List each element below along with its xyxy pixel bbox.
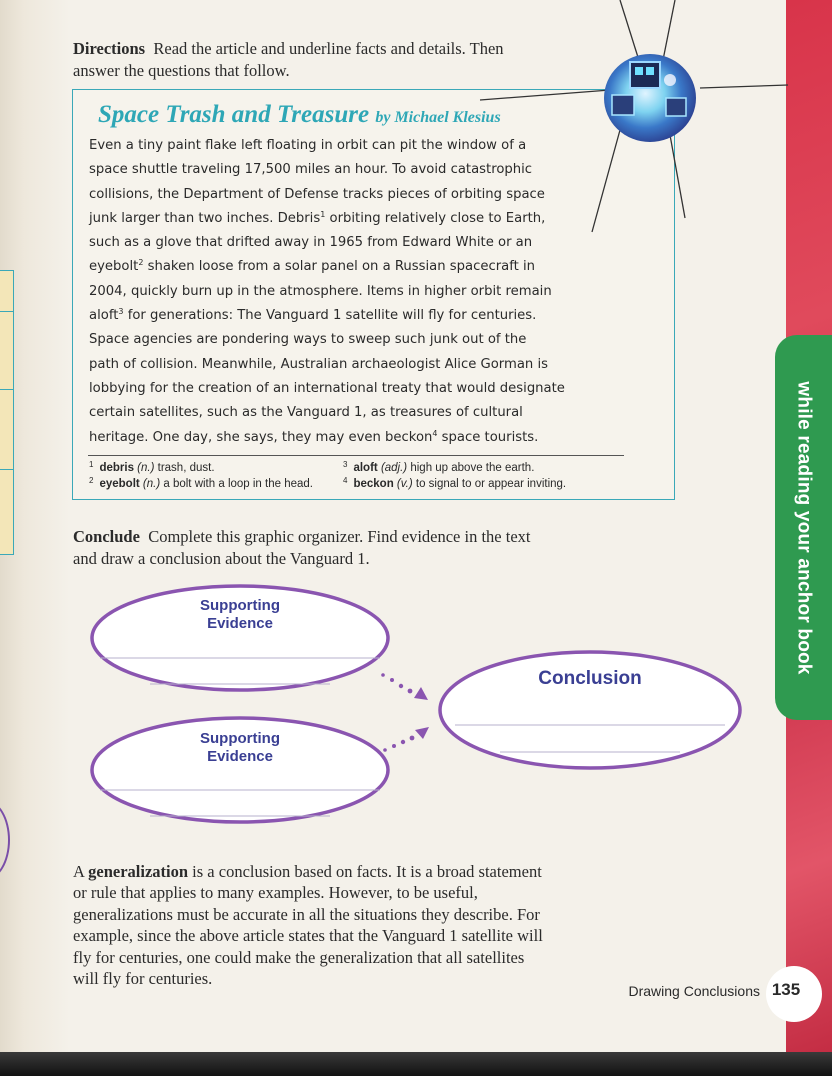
conclusion-title: Conclusion bbox=[538, 668, 642, 689]
article-line: 2004, quickly burn up in the atmosphere. Items in higher orbit remain bbox=[89, 283, 552, 299]
generalization-text: or rule that applies to many examples. However, to be useful, bbox=[73, 883, 478, 903]
footnote-ref-4: 4 bbox=[432, 428, 438, 438]
satellite-antenna bbox=[480, 90, 610, 100]
article-title-text: Space Trash and Treasure bbox=[98, 101, 370, 128]
satellite-panel bbox=[612, 95, 634, 115]
footnote-ref-3: 3 bbox=[118, 307, 124, 317]
article-line: collisions, the Department of Defense tracks pieces of orbiting space bbox=[89, 186, 545, 202]
article-line: such as a glove that drifted away in 1965 from Edward White or an bbox=[89, 235, 533, 251]
conclude-text-2: and draw a conclusion about the Vanguard 1. bbox=[73, 549, 370, 568]
footnote-ref-2: 2 bbox=[138, 258, 144, 268]
article-text-run: for generations: The Vanguard 1 satellite will fly for centuries. bbox=[123, 308, 537, 324]
satellite-panel bbox=[666, 98, 686, 116]
article-line: lobbying for the creation of an international treaty that would designate bbox=[89, 380, 565, 396]
generalization-text: example, since the above article states that the Vanguard 1 satellite will bbox=[73, 926, 543, 946]
generalization-text: fly for centuries, one could make the generalization that all satellites bbox=[73, 947, 525, 967]
footnote-pos: (v.) bbox=[396, 478, 413, 490]
generalization-paragraph bbox=[73, 861, 573, 989]
satellite-antenna bbox=[700, 85, 788, 88]
footnote-definition: to signal to or appear inviting. bbox=[415, 478, 567, 490]
directions-label: Directions bbox=[73, 39, 146, 58]
conclude-text-1: Complete this graphic organizer. Find evidence in the text bbox=[148, 527, 531, 546]
evidence-title-2-line1: Supporting bbox=[200, 730, 280, 747]
footnote-number: 4 bbox=[343, 476, 348, 485]
directions-text-2: answer the questions that follow. bbox=[73, 61, 290, 80]
article-line: path of collision. Meanwhile, Australian archaeologist Alice Gorman is bbox=[89, 356, 548, 372]
generalization-term: generalization bbox=[88, 862, 189, 881]
page-number: 135 bbox=[771, 980, 801, 999]
directions-text-1: Read the article and underline facts and details. Then bbox=[153, 39, 504, 58]
evidence-title-1 bbox=[170, 597, 310, 633]
footnote-1 bbox=[89, 458, 215, 475]
evidence-title-1-line1: Supporting bbox=[200, 597, 280, 614]
generalization-text: will fly for centuries. bbox=[73, 969, 213, 989]
footnote-pos: (adj.) bbox=[380, 462, 408, 474]
satellite-illustration bbox=[470, 0, 790, 240]
footnote-3 bbox=[343, 458, 534, 475]
article-line bbox=[89, 255, 589, 279]
footnote-definition: high up above the earth. bbox=[410, 462, 535, 474]
footer-section-title: Drawing Conclusions bbox=[628, 983, 760, 999]
generalization-text: A bbox=[73, 862, 89, 881]
side-tab-label-wrap bbox=[775, 335, 832, 720]
article-line bbox=[89, 304, 589, 328]
footnote-pos: (n.) bbox=[142, 478, 161, 490]
side-tab-label: while reading your anchor book bbox=[793, 380, 815, 675]
satellite-antenna bbox=[662, 0, 675, 65]
generalization-text: is a conclusion based on facts. It is a broad statement bbox=[188, 862, 542, 881]
evidence-title-2-line2: Evidence bbox=[207, 748, 273, 765]
footnote-2 bbox=[89, 474, 313, 491]
satellite-panel-cell bbox=[635, 67, 643, 75]
article-line: space shuttle traveling 17,500 miles an hour. To avoid catastrophic bbox=[89, 162, 533, 178]
article-text-run: heritage. One day, she says, they may even beckon bbox=[89, 429, 433, 445]
article-text-run: space tourists. bbox=[437, 429, 539, 445]
generalization-text: generalizations must be accurate in all the situations they describe. For bbox=[73, 904, 540, 924]
footnote-number: 2 bbox=[89, 476, 94, 485]
footnote-divider bbox=[88, 455, 624, 456]
footnote-number: 3 bbox=[343, 460, 348, 469]
footnote-definition: a bolt with a loop in the head. bbox=[163, 478, 313, 490]
evidence-title-2 bbox=[170, 730, 310, 766]
satellite-panel-cell bbox=[646, 67, 654, 75]
article-text-run: shaken loose from a solar panel on a Russian spacecraft in bbox=[143, 259, 536, 275]
article-line bbox=[89, 426, 589, 450]
article-line: certain satellites, such as the Vanguard 1, as treasures of cultural bbox=[89, 405, 523, 421]
article-byline: by Michael Klesius bbox=[375, 109, 501, 126]
satellite-panel bbox=[630, 62, 660, 88]
arrow-2 bbox=[383, 727, 429, 752]
article-line: Even a tiny paint flake left floating in orbit can pit the window of a bbox=[89, 138, 527, 153]
footnote-term: beckon bbox=[353, 478, 394, 490]
footnote-term: aloft bbox=[353, 462, 378, 474]
article-title bbox=[98, 100, 518, 133]
footnote-ref-1: 1 bbox=[320, 209, 326, 219]
footnote-number: 1 bbox=[89, 460, 94, 469]
satellite-highlight bbox=[664, 74, 676, 86]
conclude-paragraph bbox=[73, 526, 573, 570]
article-text-run: orbiting relatively close to Earth, bbox=[325, 210, 546, 226]
satellite-antenna bbox=[670, 135, 685, 218]
previous-page-table-edge bbox=[0, 270, 14, 555]
satellite-antenna bbox=[592, 130, 620, 232]
footnote-definition: trash, dust. bbox=[157, 462, 215, 474]
article-text-run: junk larger than two inches. Debris bbox=[89, 210, 321, 226]
arrow-1 bbox=[381, 673, 428, 700]
evidence-title-1-line2: Evidence bbox=[207, 615, 273, 632]
bottom-shadow bbox=[0, 1052, 832, 1076]
article-text-run: eyebolt bbox=[89, 259, 139, 275]
footnote-pos: (n.) bbox=[137, 462, 155, 474]
footnote-4 bbox=[343, 474, 566, 491]
footnote-term: eyebolt bbox=[99, 478, 140, 490]
article-text-run: aloft bbox=[89, 308, 119, 324]
footnote-term: debris bbox=[99, 462, 134, 474]
conclude-label: Conclude bbox=[73, 527, 140, 546]
article-line: Space agencies are pondering ways to sweep such junk out of the bbox=[89, 332, 527, 348]
